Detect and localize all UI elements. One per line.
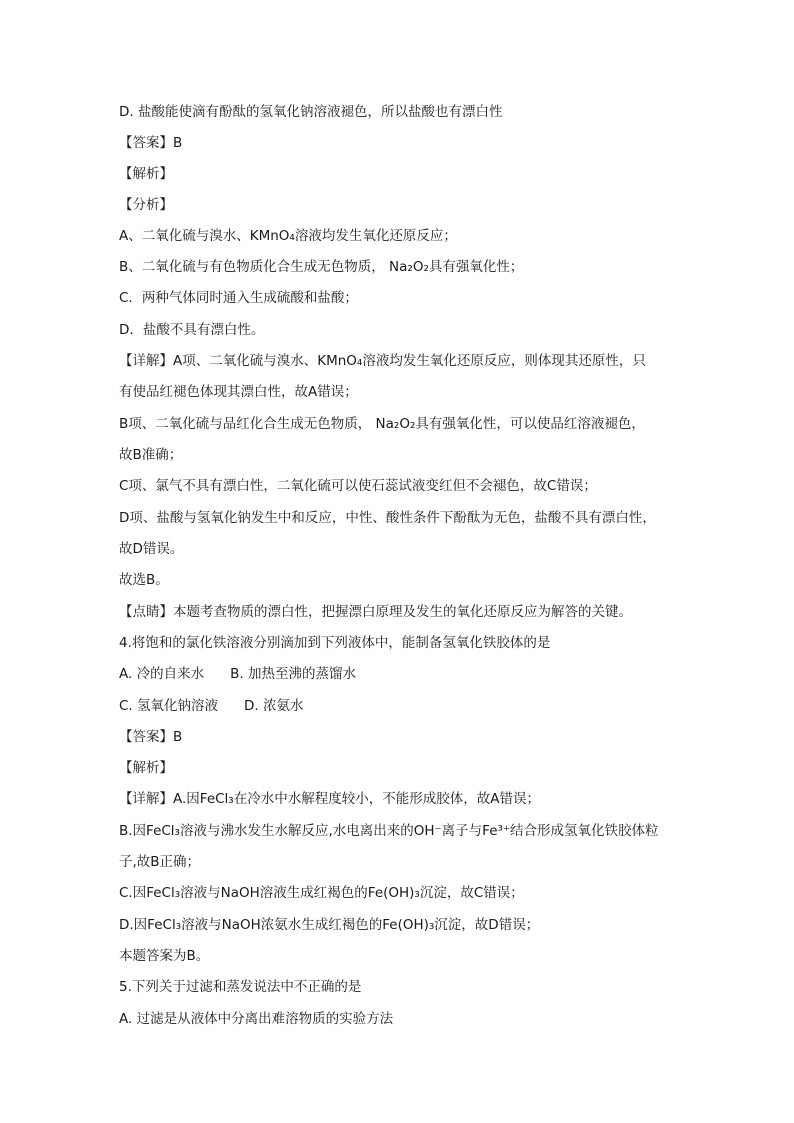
q4-detail-b-2: 子,故B正确； bbox=[119, 854, 201, 870]
q3-answer: 【答案】B bbox=[119, 135, 183, 151]
q5-stem: 5.下列关于过滤和蒸发说法中不正确的是 bbox=[119, 979, 362, 995]
q3-fenxi-a: A、二氧化硫与溴水、KMnO₄溶液均发生氧化还原反应； bbox=[119, 228, 457, 244]
q3-detail-c: C项、氯气不具有漂白性，二氧化硫可以使石蕊试液变红但不会褪色，故C错误； bbox=[119, 478, 597, 494]
q3-remark: 【点睛】本题考查物质的漂白性，把握漂白原理及发生的氧化还原反应为解答的关键。 bbox=[119, 604, 632, 620]
q4-option-d: D. 浓氨水 bbox=[244, 698, 304, 714]
q3-fenxi-heading: 【分析】 bbox=[119, 197, 173, 213]
q3-detail-d-2: 故D错误。 bbox=[119, 541, 184, 557]
q4-conclusion: 本题答案为B。 bbox=[119, 948, 210, 964]
q4-detail-d: D.因FeCl₃溶液与NaOH浓氨水生成红褐色的Fe(OH)₃沉淀，故D错误； bbox=[119, 917, 540, 933]
q4-option-b: B. 加热至沸的蒸馏水 bbox=[230, 666, 356, 682]
q5-option-a: A. 过滤是从液体中分离出难溶物质的实验方法 bbox=[119, 1011, 394, 1027]
q3-detail-d-1: D项、盐酸与氢氧化钠发生中和反应，中性、酸性条件下酚酞为无色，盐酸不具有漂白性， bbox=[119, 510, 656, 526]
q3-detail-b-1: B项、二氧化硫与品红化合生成无色物质， Na₂O₂具有强氧化性，可以使品红溶液褪色， bbox=[119, 416, 645, 432]
q4-stem: 4.将饱和的氯化铁溶液分别滴加到下列液体中，能制备氢氧化铁胶体的是 bbox=[119, 635, 551, 651]
q3-detail-a-2: 有使品红褪色体现其漂白性，故A错误； bbox=[119, 384, 358, 400]
q4-options-row-1 bbox=[119, 665, 356, 683]
q4-detail-a: 【详解】A.因FeCl₃在冷水中水解程度较小，不能形成胶体，故A错误； bbox=[119, 791, 540, 807]
q3-conclusion: 故选B。 bbox=[119, 572, 169, 588]
q4-answer: 【答案】B bbox=[119, 729, 183, 745]
q4-option-c: C. 氢氧化钠溶液 bbox=[119, 698, 219, 714]
q3-analysis-heading: 【解析】 bbox=[119, 166, 173, 182]
q4-analysis-heading: 【解析】 bbox=[119, 760, 173, 776]
q3-detail-a-1: 【详解】A项、二氧化硫与溴水、KMnO₄溶液均发生氧化还原反应，则体现其还原性，只 bbox=[119, 353, 646, 369]
q3-fenxi-c: C．两种气体同时通入生成硫酸和盐酸； bbox=[119, 290, 358, 306]
q4-options-row-2 bbox=[119, 697, 304, 715]
q3-option-d: D. 盐酸能使滴有酚酞的氢氧化钠溶液褪色，所以盐酸也有漂白性 bbox=[119, 104, 503, 120]
q3-detail-b-2: 故B准确； bbox=[119, 447, 183, 463]
q3-fenxi-b: B、二氧化硫与有色物质化合生成无色物质， Na₂O₂具有强氧化性； bbox=[119, 259, 524, 275]
q4-option-a: A. 冷的自来水 bbox=[119, 666, 205, 682]
q4-detail-c: C.因FeCl₃溶液与NaOH溶液生成红褐色的Fe(OH)₃沉淀，故C错误； bbox=[119, 885, 524, 901]
q4-detail-b-1: B.因FeCl₃溶液与沸水发生水解反应,水电离出来的OH⁻离子与Fe³⁺结合形成氢氧化铁胶体粒 bbox=[119, 823, 659, 839]
q3-fenxi-d: D．盐酸不具有漂白性。 bbox=[119, 322, 265, 338]
